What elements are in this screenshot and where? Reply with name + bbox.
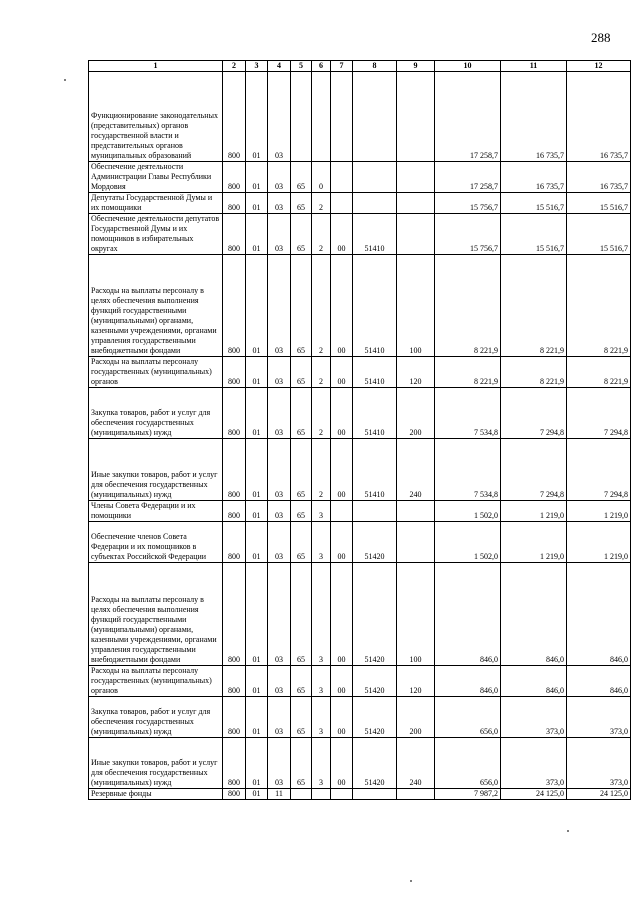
row-name: Расходы на выплаты персоналу в целях обеспечения выполнения функций государственными (муниципальными) органами, казенными учреждениями, органами управления государственными внебюджетными фондами <box>89 563 223 666</box>
col-header: 2 <box>223 61 246 72</box>
amount-year2: 15 516,7 <box>501 193 567 214</box>
direction-code: 00 <box>331 563 353 666</box>
target-article-code: 51420 <box>353 697 397 738</box>
program-code: 65 <box>291 697 312 738</box>
subsection-code: 03 <box>268 162 291 193</box>
amount-year1: 7 987,2 <box>435 789 501 800</box>
grbs-code: 800 <box>223 563 246 666</box>
direction-code <box>331 72 353 162</box>
subprogram-code <box>312 789 331 800</box>
amount-year1: 846,0 <box>435 666 501 697</box>
amount-year1: 15 756,7 <box>435 214 501 255</box>
row-name: Закупка товаров, работ и услуг для обеспечения государственных (муниципальных) нужд <box>89 697 223 738</box>
target-article-code: 51410 <box>353 214 397 255</box>
section-code: 01 <box>246 357 268 388</box>
grbs-code: 800 <box>223 697 246 738</box>
section-code: 01 <box>246 72 268 162</box>
direction-code <box>331 162 353 193</box>
direction-code: 00 <box>331 666 353 697</box>
amount-year1: 1 502,0 <box>435 501 501 522</box>
col-header: 5 <box>291 61 312 72</box>
grbs-code: 800 <box>223 666 246 697</box>
amount-year3: 8 221,9 <box>567 255 631 357</box>
grbs-code: 800 <box>223 357 246 388</box>
table-row <box>89 697 631 738</box>
amount-year3: 846,0 <box>567 666 631 697</box>
header-row <box>89 61 631 72</box>
subsection-code: 11 <box>268 789 291 800</box>
direction-code: 00 <box>331 439 353 501</box>
section-code: 01 <box>246 439 268 501</box>
direction-code: 00 <box>331 388 353 439</box>
grbs-code: 800 <box>223 522 246 563</box>
expense-type-code <box>397 214 435 255</box>
subsection-code: 03 <box>268 439 291 501</box>
budget-table <box>88 60 631 800</box>
table-row <box>89 789 631 800</box>
subprogram-code: 3 <box>312 697 331 738</box>
target-article-code: 51420 <box>353 563 397 666</box>
amount-year2: 373,0 <box>501 738 567 789</box>
target-article-code: 51420 <box>353 522 397 563</box>
subsection-code: 03 <box>268 501 291 522</box>
amount-year3: 15 516,7 <box>567 214 631 255</box>
program-code <box>291 789 312 800</box>
amount-year2: 373,0 <box>501 697 567 738</box>
table-row <box>89 563 631 666</box>
amount-year3: 373,0 <box>567 738 631 789</box>
target-article-code: 51410 <box>353 255 397 357</box>
col-header: 3 <box>246 61 268 72</box>
program-code: 65 <box>291 193 312 214</box>
row-name: Закупка товаров, работ и услуг для обеспечения государственных (муниципальных) нужд <box>89 388 223 439</box>
subprogram-code <box>312 72 331 162</box>
amount-year1: 846,0 <box>435 563 501 666</box>
amount-year3: 1 219,0 <box>567 501 631 522</box>
program-code: 65 <box>291 357 312 388</box>
table-body <box>89 72 631 800</box>
amount-year2: 16 735,7 <box>501 162 567 193</box>
table-row <box>89 666 631 697</box>
section-code: 01 <box>246 666 268 697</box>
section-code: 01 <box>246 501 268 522</box>
grbs-code: 800 <box>223 214 246 255</box>
amount-year2: 24 125,0 <box>501 789 567 800</box>
scan-speck <box>567 830 569 832</box>
amount-year1: 15 756,7 <box>435 193 501 214</box>
amount-year2: 8 221,9 <box>501 357 567 388</box>
program-code: 65 <box>291 255 312 357</box>
subprogram-code: 3 <box>312 666 331 697</box>
grbs-code: 800 <box>223 439 246 501</box>
subprogram-code: 2 <box>312 357 331 388</box>
amount-year1: 7 534,8 <box>435 439 501 501</box>
row-name: Обеспечение членов Совета Федерации и их помощников в субъектах Российской Федерации <box>89 522 223 563</box>
program-code: 65 <box>291 388 312 439</box>
subprogram-code: 3 <box>312 522 331 563</box>
subsection-code: 03 <box>268 72 291 162</box>
target-article-code: 51410 <box>353 388 397 439</box>
subsection-code: 03 <box>268 666 291 697</box>
amount-year3: 8 221,9 <box>567 357 631 388</box>
subsection-code: 03 <box>268 357 291 388</box>
row-name: Обеспечение деятельности Администрации Главы Республики Мордовия <box>89 162 223 193</box>
amount-year1: 7 534,8 <box>435 388 501 439</box>
subsection-code: 03 <box>268 522 291 563</box>
scan-speck <box>64 79 66 81</box>
direction-code <box>331 193 353 214</box>
expense-type-code <box>397 162 435 193</box>
expense-type-code <box>397 789 435 800</box>
amount-year2: 1 219,0 <box>501 501 567 522</box>
row-name: Депутаты Государственной Думы и их помощники <box>89 193 223 214</box>
direction-code: 00 <box>331 697 353 738</box>
section-code: 01 <box>246 388 268 439</box>
section-code: 01 <box>246 563 268 666</box>
amount-year3: 7 294,8 <box>567 439 631 501</box>
table-row <box>89 388 631 439</box>
expense-type-code <box>397 522 435 563</box>
section-code: 01 <box>246 193 268 214</box>
program-code: 65 <box>291 563 312 666</box>
row-name: Иные закупки товаров, работ и услуг для обеспечения государственных (муниципальных) нужд <box>89 439 223 501</box>
section-code: 01 <box>246 789 268 800</box>
table-row <box>89 501 631 522</box>
col-header: 4 <box>268 61 291 72</box>
expense-type-code: 120 <box>397 357 435 388</box>
expense-type-code: 240 <box>397 439 435 501</box>
amount-year2: 7 294,8 <box>501 439 567 501</box>
grbs-code: 800 <box>223 162 246 193</box>
target-article-code <box>353 501 397 522</box>
grbs-code: 800 <box>223 388 246 439</box>
row-name: Резервные фонды <box>89 789 223 800</box>
target-article-code <box>353 193 397 214</box>
col-header: 12 <box>567 61 631 72</box>
col-header: 7 <box>331 61 353 72</box>
expense-type-code: 200 <box>397 697 435 738</box>
subprogram-code: 3 <box>312 738 331 789</box>
col-header: 8 <box>353 61 397 72</box>
section-code: 01 <box>246 162 268 193</box>
subprogram-code: 2 <box>312 388 331 439</box>
subprogram-code: 2 <box>312 439 331 501</box>
table-row <box>89 214 631 255</box>
amount-year2: 7 294,8 <box>501 388 567 439</box>
amount-year3: 846,0 <box>567 563 631 666</box>
col-header: 10 <box>435 61 501 72</box>
direction-code: 00 <box>331 255 353 357</box>
subprogram-code: 3 <box>312 501 331 522</box>
section-code: 01 <box>246 255 268 357</box>
col-header: 6 <box>312 61 331 72</box>
amount-year2: 16 735,7 <box>501 72 567 162</box>
expense-type-code <box>397 193 435 214</box>
table-row <box>89 522 631 563</box>
amount-year3: 16 735,7 <box>567 162 631 193</box>
subsection-code: 03 <box>268 193 291 214</box>
amount-year3: 7 294,8 <box>567 388 631 439</box>
expense-type-code: 120 <box>397 666 435 697</box>
subsection-code: 03 <box>268 255 291 357</box>
scan-speck <box>410 880 412 882</box>
row-name: Иные закупки товаров, работ и услуг для обеспечения государственных (муниципальных) нужд <box>89 738 223 789</box>
row-name: Расходы на выплаты персоналу государственных (муниципальных) органов <box>89 357 223 388</box>
amount-year2: 846,0 <box>501 666 567 697</box>
amount-year3: 24 125,0 <box>567 789 631 800</box>
grbs-code: 800 <box>223 501 246 522</box>
expense-type-code <box>397 501 435 522</box>
direction-code: 00 <box>331 522 353 563</box>
amount-year1: 8 221,9 <box>435 255 501 357</box>
table-row <box>89 439 631 501</box>
table-row <box>89 738 631 789</box>
grbs-code: 800 <box>223 255 246 357</box>
direction-code <box>331 501 353 522</box>
expense-type-code: 100 <box>397 255 435 357</box>
amount-year1: 8 221,9 <box>435 357 501 388</box>
amount-year1: 656,0 <box>435 697 501 738</box>
subprogram-code: 0 <box>312 162 331 193</box>
table-row <box>89 162 631 193</box>
subsection-code: 03 <box>268 563 291 666</box>
target-article-code: 51420 <box>353 738 397 789</box>
subsection-code: 03 <box>268 738 291 789</box>
amount-year1: 17 258,7 <box>435 162 501 193</box>
amount-year3: 15 516,7 <box>567 193 631 214</box>
program-code: 65 <box>291 738 312 789</box>
program-code: 65 <box>291 162 312 193</box>
amount-year3: 16 735,7 <box>567 72 631 162</box>
amount-year2: 15 516,7 <box>501 214 567 255</box>
program-code: 65 <box>291 522 312 563</box>
table-row <box>89 357 631 388</box>
row-name: Расходы на выплаты персоналу в целях обеспечения выполнения функций государственными (муниципальными) органами, казенными учреждениями, органами управления государственными внебюджетными фондами <box>89 255 223 357</box>
target-article-code: 51410 <box>353 357 397 388</box>
target-article-code: 51420 <box>353 666 397 697</box>
expense-type-code: 240 <box>397 738 435 789</box>
row-name: Расходы на выплаты персоналу государственных (муниципальных) органов <box>89 666 223 697</box>
table-row <box>89 193 631 214</box>
target-article-code <box>353 162 397 193</box>
amount-year1: 17 258,7 <box>435 72 501 162</box>
amount-year2: 1 219,0 <box>501 522 567 563</box>
subprogram-code: 3 <box>312 563 331 666</box>
subprogram-code: 2 <box>312 214 331 255</box>
target-article-code <box>353 789 397 800</box>
grbs-code: 800 <box>223 72 246 162</box>
expense-type-code: 100 <box>397 563 435 666</box>
target-article-code: 51410 <box>353 439 397 501</box>
subsection-code: 03 <box>268 697 291 738</box>
row-name: Функционирование законодательных (представительных) органов государственной власти и представительных органов муниципальных образований <box>89 72 223 162</box>
grbs-code: 800 <box>223 738 246 789</box>
section-code: 01 <box>246 738 268 789</box>
program-code: 65 <box>291 214 312 255</box>
amount-year3: 1 219,0 <box>567 522 631 563</box>
amount-year3: 373,0 <box>567 697 631 738</box>
amount-year1: 1 502,0 <box>435 522 501 563</box>
subprogram-code: 2 <box>312 255 331 357</box>
section-code: 01 <box>246 522 268 563</box>
col-header: 1 <box>89 61 223 72</box>
direction-code: 00 <box>331 738 353 789</box>
expense-type-code <box>397 72 435 162</box>
col-header: 9 <box>397 61 435 72</box>
row-name: Обеспечение деятельности депутатов Государственной Думы и их помощников в избирательных округах <box>89 214 223 255</box>
table-row <box>89 72 631 162</box>
amount-year2: 8 221,9 <box>501 255 567 357</box>
section-code: 01 <box>246 697 268 738</box>
program-code: 65 <box>291 501 312 522</box>
subsection-code: 03 <box>268 388 291 439</box>
subprogram-code: 2 <box>312 193 331 214</box>
col-header: 11 <box>501 61 567 72</box>
grbs-code: 800 <box>223 789 246 800</box>
subsection-code: 03 <box>268 214 291 255</box>
program-code: 65 <box>291 666 312 697</box>
row-name: Члены Совета Федерации и их помощники <box>89 501 223 522</box>
section-code: 01 <box>246 214 268 255</box>
expense-type-code: 200 <box>397 388 435 439</box>
table-row <box>89 255 631 357</box>
amount-year1: 656,0 <box>435 738 501 789</box>
grbs-code: 800 <box>223 193 246 214</box>
page-number: 288 <box>591 30 611 45</box>
direction-code: 00 <box>331 214 353 255</box>
program-code: 65 <box>291 439 312 501</box>
direction-code <box>331 789 353 800</box>
direction-code: 00 <box>331 357 353 388</box>
target-article-code <box>353 72 397 162</box>
program-code <box>291 72 312 162</box>
amount-year2: 846,0 <box>501 563 567 666</box>
